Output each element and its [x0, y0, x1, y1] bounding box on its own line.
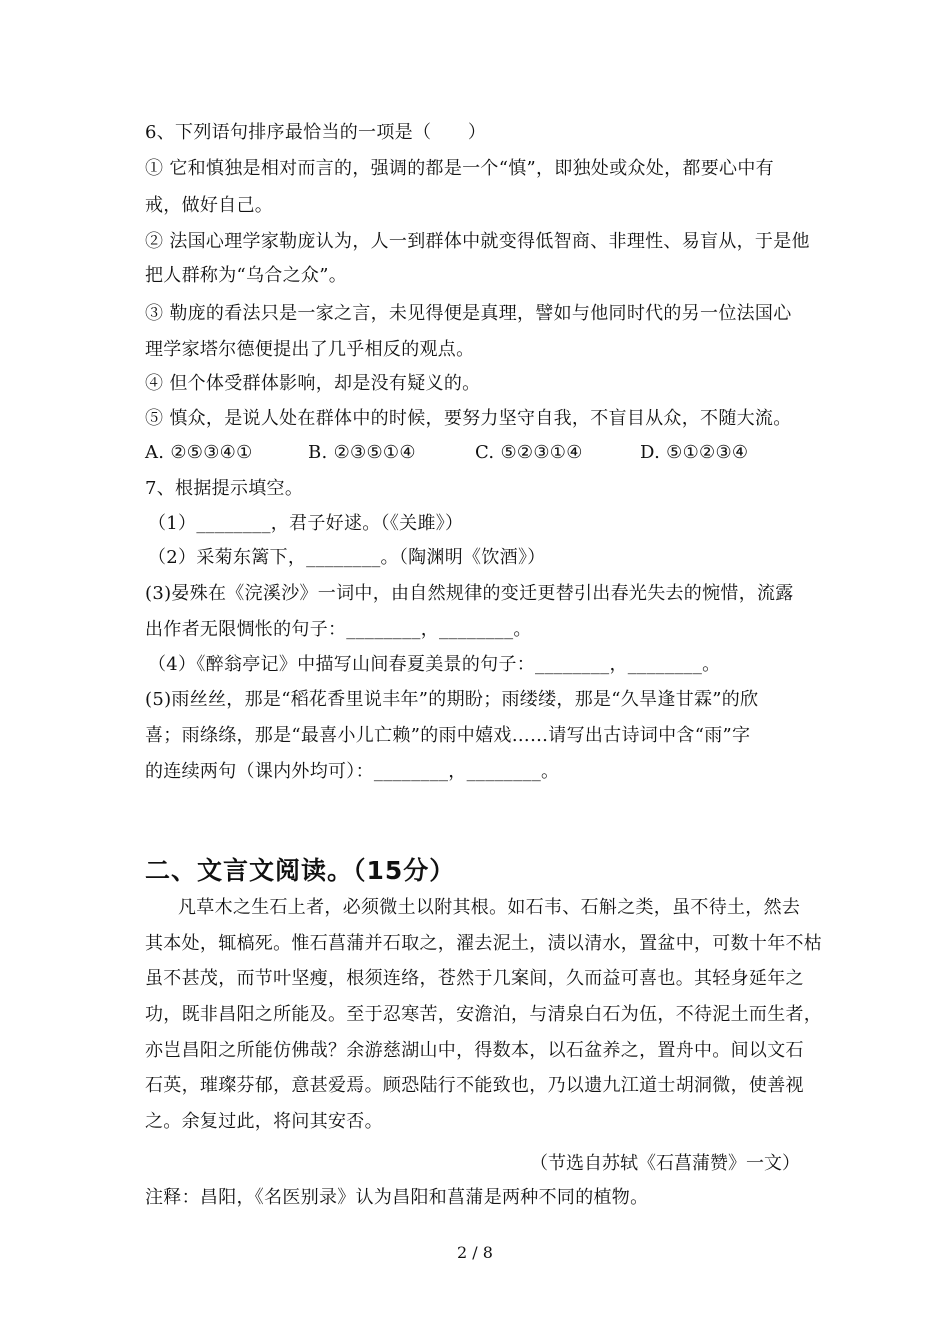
fill-blank-2: （2）采菊东篱下，________。（陶渊明《饮酒》）	[148, 547, 546, 568]
sentence-2-line-2: 把人群称为“乌合之众”。	[145, 265, 348, 286]
sentence-1-line-1: ① 它和慎独是相对而言的，强调的都是一个“慎”，即独处或众处，都要心中有	[145, 158, 774, 179]
fill-blank-1: （1）________，君子好逑。（《关雎》）	[148, 513, 464, 534]
sentence-1-line-2: 戒，做好自己。	[145, 195, 274, 216]
option-b: B. ②③⑤①④	[308, 442, 416, 463]
section-2-heading: 二、文言文阅读。（15分）	[145, 856, 456, 885]
passage-source: （节选自苏轼《石菖蒲赞》一文）	[530, 1153, 800, 1174]
passage-line-5: 亦岂昌阳之所能仿佛哉？余游慈湖山中，得数本，以石盆养之，置舟中。间以文石	[145, 1040, 804, 1061]
option-d: D. ⑤①②③④	[640, 442, 749, 463]
passage-line-1: 凡草木之生石上者，必须微土以附其根。如石韦、石斛之类，虽不待土，然去	[178, 897, 801, 918]
sentence-4: ④ 但个体受群体影响，却是没有疑义的。	[145, 373, 481, 394]
passage-line-2: 其本处，辄槁死。惟石菖蒲并石取之，濯去泥土，渍以清水，置盆中，可数十年不枯	[145, 933, 823, 954]
fill-blank-5-line-1: (5)雨丝丝，那是“稻花香里说丰年”的期盼；雨缕缕，那是“久旱逢甘霖”的欣	[145, 689, 759, 710]
passage-line-3: 虽不甚茂，而节叶坚瘦，根须连络，苍然于几案间，久而益可喜也。其轻身延年之	[145, 968, 804, 989]
page-number: 2 / 8	[457, 1243, 493, 1262]
fill-blank-3-line-1: (3)晏殊在《浣溪沙》一词中，由自然规律的变迁更替引出春光失去的惋惜，流露	[145, 583, 794, 604]
option-a: A. ②⑤③④①	[145, 442, 253, 463]
passage-line-7: 之。余复过此，将问其安否。	[145, 1111, 383, 1132]
fill-blank-5-line-2: 喜；雨绦绦，那是“最喜小儿亡赖”的雨中嬉戏……请写出古诗词中含“雨”字	[145, 725, 751, 746]
passage-line-4: 功，既非昌阳之所能及。至于忍寒苦，安澹泊，与清泉白石为伍，不待泥土而生者，	[145, 1004, 823, 1025]
question-6-prompt: 6、下列语句排序最恰当的一项是（ ）	[145, 122, 487, 143]
fill-blank-4: （4）《醉翁亭记》中描写山间春夏美景的句子：________，________。	[148, 654, 721, 675]
fill-blank-3-line-2: 出作者无限惆怅的句子：________，________。	[145, 619, 532, 640]
question-7-prompt: 7、根据提示填空。	[145, 478, 304, 499]
sentence-5: ⑤ 慎众，是说人处在群体中的时候，要努力坚守自我，不盲目从众，不随大流。	[145, 408, 792, 429]
fill-blank-5-line-3: 的连续两句（课内外均可）：________，________。	[145, 761, 560, 782]
sentence-2-line-1: ② 法国心理学家勒庞认为，人一到群体中就变得低智商、非理性、易盲从，于是他	[145, 231, 810, 252]
passage-note: 注释：昌阳，《名医别录》认为昌阳和菖蒲是两种不同的植物。	[145, 1187, 649, 1208]
sentence-3-line-2: 理学家塔尔德便提出了几乎相反的观点。	[145, 339, 475, 360]
sentence-3-line-1: ③ 勒庞的看法只是一家之言，未见得便是真理，譬如与他同时代的另一位法国心	[145, 303, 792, 324]
option-c: C. ⑤②③①④	[475, 442, 583, 463]
passage-line-6: 石英，璀璨芬郁，意甚爱焉。顾恐陆行不能致也，乃以遗九江道士胡洞微，使善视	[145, 1075, 804, 1096]
